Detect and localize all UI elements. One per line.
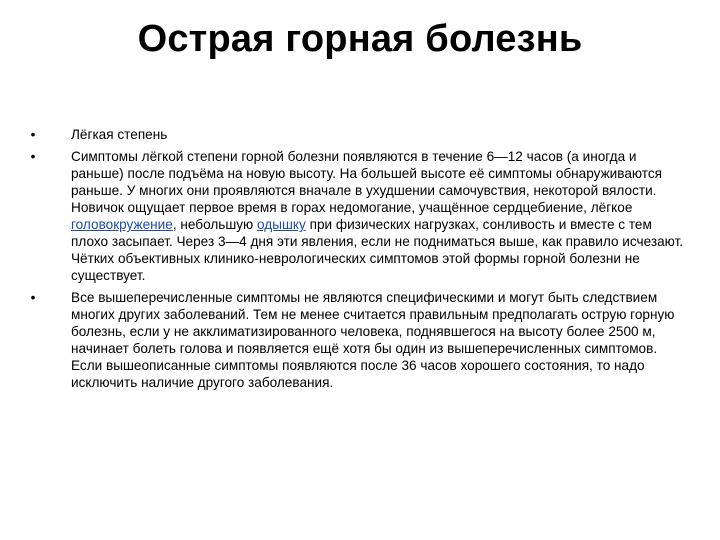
bullet-list: [26, 126, 686, 396]
bullet-dot-icon: •: [30, 290, 36, 305]
bullet-dot-icon: •: [30, 127, 36, 142]
bullet-dot-icon: •: [30, 149, 36, 164]
bullet-text-part: Симптомы лёгкой степени горной болезни появляются в течение 6—12 часов (а иногда и раньше) после подъёма на новую высоту. На большей высоте её симптомы обнаруживаются раньше. У многих они проявляются вначале в ухудшении самочувствия, некоторой вялости. Новичок ощущает первое время в горах недомогание, учащённое сердцебиение, лёгкое: [71, 149, 663, 215]
bullet-text: Лёгкая степень: [71, 127, 168, 142]
bullet-text: Все вышеперечисленные симптомы не являются специфическими и могут быть следствием многих других заболеваний. Тем не менее считается правильным предполагать острую горную болезнь, если у не акклиматизированного человека, поднявшегося на высоту более 2500 м, начинает болеть голова и появляется ещё хотя бы один из вышеперечисленных симптомов. Если вышеописанные симптомы появляются после 36 часов хорошего состояния, то надо исключить наличие другого заболевания.: [71, 290, 675, 390]
bullet-item-symptoms: [26, 148, 686, 284]
slide-title: Острая горная болезнь: [137, 18, 583, 60]
dizziness-link[interactable]: головокружение: [71, 217, 173, 232]
bullet-text-part: , небольшую: [172, 217, 258, 232]
bullet-item-mild-degree: [26, 126, 686, 143]
shortness-of-breath-link[interactable]: одышку: [257, 217, 306, 232]
bullet-item-diagnosis: [26, 289, 686, 391]
bullet-text-part: при физических нагрузках, сонливость и вместе с тем плохо засыпает. Через 3—4 дня эти явления, если не подниматься выше, как правило исчезают. Чётких объективных клинико-неврологических симптомов этой формы горной болезни не существует.: [71, 217, 684, 283]
